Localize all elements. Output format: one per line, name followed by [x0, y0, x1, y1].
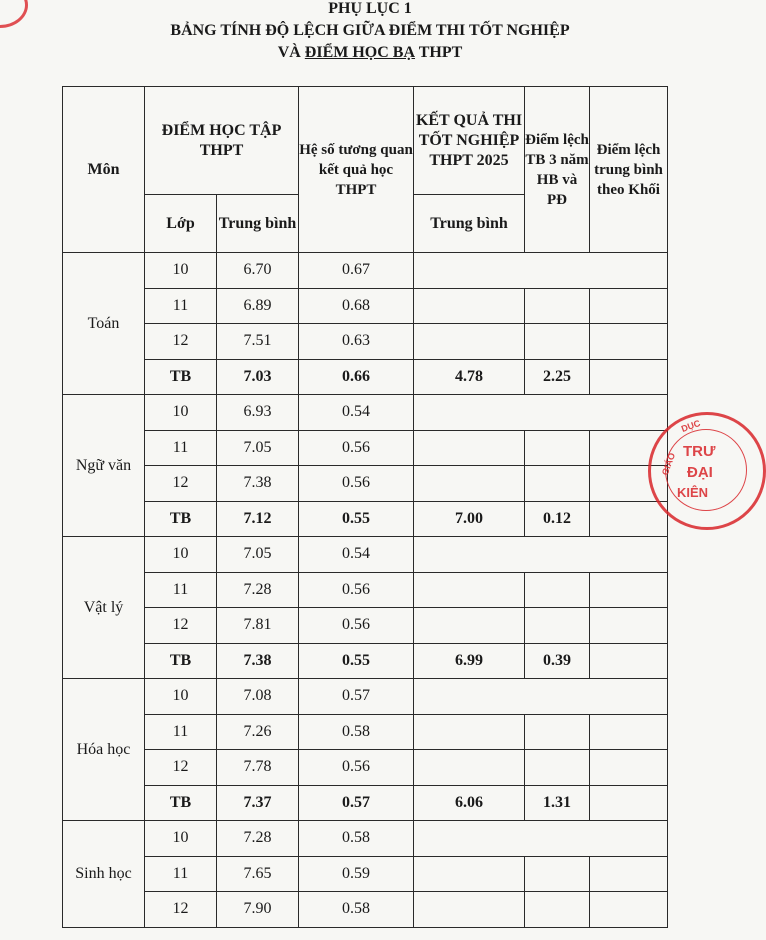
- table-row: [63, 679, 668, 715]
- cell-lop: 12: [145, 324, 217, 360]
- cell-empty: [414, 856, 525, 892]
- cell-tb: 7.05: [217, 430, 299, 466]
- cell-hs: 0.56: [299, 466, 414, 502]
- table-row-total: [63, 501, 668, 537]
- total-cell-kq: 6.99: [414, 643, 525, 679]
- total-cell-tb: 7.03: [217, 359, 299, 395]
- cell-empty: [590, 608, 668, 644]
- cell-empty: [590, 501, 668, 537]
- header-coefficient: Hệ số tương quan kết quả học THPT: [299, 87, 414, 253]
- table-row: [63, 466, 668, 502]
- subject-name: Ngữ văn: [63, 395, 145, 537]
- cell-empty: [414, 821, 668, 857]
- cell-lop: 11: [145, 856, 217, 892]
- cell-lop: 11: [145, 288, 217, 324]
- cell-empty: [414, 608, 525, 644]
- cell-empty: [414, 750, 525, 786]
- cell-hs: 0.54: [299, 537, 414, 573]
- table-row: [63, 714, 668, 750]
- header-deviation-3years: Điểm lệch TB 3 năm HB và PĐ: [525, 87, 590, 253]
- total-cell-tb: 7.38: [217, 643, 299, 679]
- cell-tb: 6.70: [217, 253, 299, 289]
- cell-tb: 7.51: [217, 324, 299, 360]
- seal-arc-top: DỤC: [679, 417, 702, 435]
- cell-tb: 7.78: [217, 750, 299, 786]
- total-cell-tb: 7.12: [217, 501, 299, 537]
- subject-name: Hóa học: [63, 679, 145, 821]
- cell-lop: 10: [145, 537, 217, 573]
- subject-name: Vật lý: [63, 537, 145, 679]
- cell-empty: [590, 572, 668, 608]
- table-row: [63, 821, 668, 857]
- cell-empty: [525, 572, 590, 608]
- table-row: [63, 537, 668, 573]
- total-cell-label: TB: [145, 501, 217, 537]
- table-row: [63, 253, 668, 289]
- cell-empty: [414, 466, 525, 502]
- subject-name: Sinh học: [63, 821, 145, 928]
- total-cell-kq: 4.78: [414, 359, 525, 395]
- cell-empty: [590, 359, 668, 395]
- cell-tb: 6.93: [217, 395, 299, 431]
- cell-empty: [525, 714, 590, 750]
- cell-empty: [525, 856, 590, 892]
- total-cell-tb: 7.37: [217, 785, 299, 821]
- cell-lop: 11: [145, 572, 217, 608]
- table-row: [63, 572, 668, 608]
- total-cell-hs: 0.57: [299, 785, 414, 821]
- cell-empty: [590, 714, 668, 750]
- header-subject: Môn: [63, 87, 145, 253]
- cell-empty: [414, 714, 525, 750]
- table-row: [63, 608, 668, 644]
- official-seal: [648, 412, 766, 530]
- cell-empty: [525, 466, 590, 502]
- cell-hs: 0.57: [299, 679, 414, 715]
- header-average: Trung bình: [217, 195, 299, 253]
- subtitle-suffix: THPT: [415, 44, 463, 61]
- total-cell-hs: 0.55: [299, 643, 414, 679]
- table-row-total: [63, 785, 668, 821]
- cell-empty: [525, 750, 590, 786]
- header-study-score: ĐIỂM HỌC TẬP THPT: [145, 87, 299, 195]
- total-cell-lech: 2.25: [525, 359, 590, 395]
- cell-lop: 10: [145, 821, 217, 857]
- cell-hs: 0.56: [299, 750, 414, 786]
- cell-lop: 11: [145, 430, 217, 466]
- cell-lop: 12: [145, 892, 217, 928]
- deviation-table: [62, 86, 668, 928]
- cell-empty: [414, 572, 525, 608]
- seal-text-2: ĐẠI: [687, 464, 713, 481]
- cell-hs: 0.59: [299, 856, 414, 892]
- cell-empty: [525, 892, 590, 928]
- total-cell-hs: 0.66: [299, 359, 414, 395]
- cell-tb: 7.08: [217, 679, 299, 715]
- cell-hs: 0.58: [299, 714, 414, 750]
- total-cell-lech: 0.39: [525, 643, 590, 679]
- table-row: [63, 430, 668, 466]
- cell-hs: 0.67: [299, 253, 414, 289]
- cell-empty: [414, 430, 525, 466]
- total-cell-label: TB: [145, 359, 217, 395]
- cell-lop: 12: [145, 750, 217, 786]
- cell-tb: 7.28: [217, 572, 299, 608]
- cell-empty: [590, 643, 668, 679]
- cell-empty: [525, 324, 590, 360]
- total-cell-lech: 0.12: [525, 501, 590, 537]
- cell-tb: 7.26: [217, 714, 299, 750]
- total-cell-hs: 0.55: [299, 501, 414, 537]
- seal-text-1: TRƯ: [683, 443, 716, 460]
- cell-hs: 0.63: [299, 324, 414, 360]
- cell-empty: [414, 288, 525, 324]
- cell-empty: [414, 537, 668, 573]
- cell-empty: [590, 785, 668, 821]
- total-cell-label: TB: [145, 643, 217, 679]
- cell-lop: 12: [145, 466, 217, 502]
- cell-hs: 0.68: [299, 288, 414, 324]
- header-exam-average: Trung bình: [414, 195, 525, 253]
- cell-hs: 0.58: [299, 892, 414, 928]
- cell-lop: 12: [145, 608, 217, 644]
- cell-empty: [590, 856, 668, 892]
- cell-empty: [414, 892, 525, 928]
- cell-empty: [414, 324, 525, 360]
- cell-tb: 7.65: [217, 856, 299, 892]
- cell-empty: [590, 750, 668, 786]
- cell-tb: 7.05: [217, 537, 299, 573]
- cell-empty: [525, 288, 590, 324]
- cell-empty: [525, 430, 590, 466]
- subject-name: Toán: [63, 253, 145, 395]
- table-row: [63, 892, 668, 928]
- cell-tb: 7.81: [217, 608, 299, 644]
- cell-hs: 0.54: [299, 395, 414, 431]
- table-row-total: [63, 359, 668, 395]
- total-cell-kq: 7.00: [414, 501, 525, 537]
- total-cell-kq: 6.06: [414, 785, 525, 821]
- cell-tb: 7.28: [217, 821, 299, 857]
- cell-lop: 10: [145, 679, 217, 715]
- appendix-label: PHỤ LỤC 1: [328, 0, 412, 17]
- cell-empty: [414, 395, 668, 431]
- cell-empty: [590, 892, 668, 928]
- seal-text-3: KIÊN: [677, 485, 709, 500]
- cell-hs: 0.56: [299, 608, 414, 644]
- total-cell-lech: 1.31: [525, 785, 590, 821]
- subtitle-underlined: ĐIỂM HỌC BẠ: [304, 44, 416, 61]
- cell-empty: [590, 324, 668, 360]
- header-exam-result: KẾT QUẢ THI TỐT NGHIỆP THPT 2025: [414, 87, 525, 195]
- document-subtitle: [0, 44, 740, 62]
- table-row: [63, 288, 668, 324]
- total-cell-label: TB: [145, 785, 217, 821]
- cell-lop: 10: [145, 395, 217, 431]
- cell-empty: [414, 679, 668, 715]
- header-grade: Lớp: [145, 195, 217, 253]
- cell-hs: 0.56: [299, 430, 414, 466]
- table-row: [63, 750, 668, 786]
- document-title: BẢNG TÍNH ĐỘ LỆCH GIỮA ĐIỂM THI TỐT NGHIỆP: [170, 22, 570, 39]
- table-row: [63, 395, 668, 431]
- table-row: [63, 324, 668, 360]
- cell-empty: [414, 253, 668, 289]
- cell-tb: 7.38: [217, 466, 299, 502]
- cell-lop: 10: [145, 253, 217, 289]
- cell-empty: [525, 608, 590, 644]
- table-row-total: [63, 643, 668, 679]
- cell-hs: 0.56: [299, 572, 414, 608]
- cell-hs: 0.58: [299, 821, 414, 857]
- subtitle-prefix: VÀ: [277, 44, 305, 61]
- header-deviation-block: Điểm lệch trung bình theo Khối: [590, 87, 668, 253]
- cell-tb: 6.89: [217, 288, 299, 324]
- cell-lop: 11: [145, 714, 217, 750]
- table-row: [63, 856, 668, 892]
- cell-tb: 7.90: [217, 892, 299, 928]
- seal-arc-left: GIÁO: [659, 451, 678, 477]
- cell-empty: [590, 288, 668, 324]
